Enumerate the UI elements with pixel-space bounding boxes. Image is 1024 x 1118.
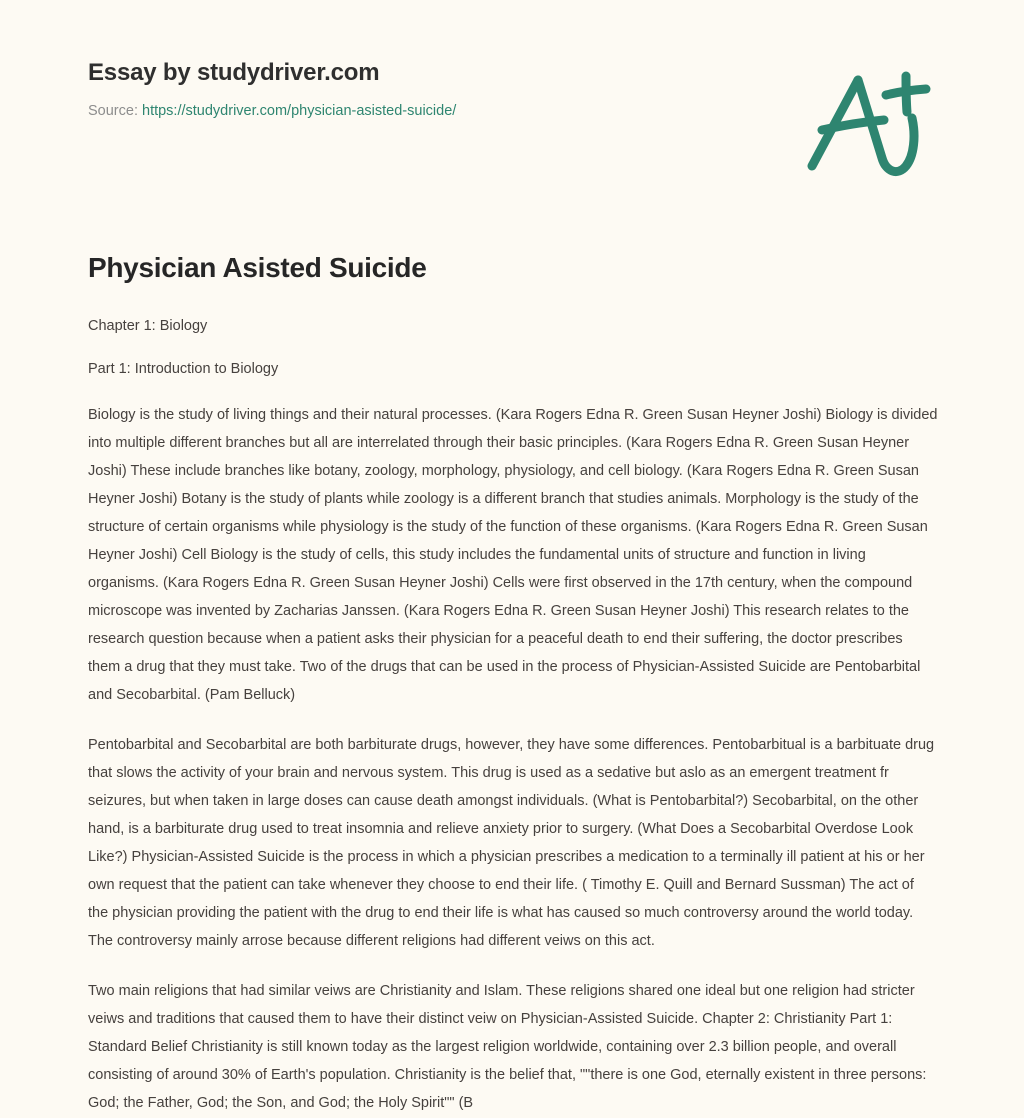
document-body [88, 250, 938, 1118]
document-header [0, 0, 1024, 200]
studydriver-logo [800, 62, 940, 182]
source-label: Source: [88, 103, 142, 120]
body-paragraph: Pentobarbital and Secobarbital are both barbiturate drugs, however, they have some differences. Pentobarbitual is a barbituate drug that slows the activity of your brain and nervous system. This drug is used as a sedative but aslo as an emergent treatment fr seizures, but when taken in large doses can cause death amongst individuals. (What is Pentobarbital?) Secobarbital, on the other hand, is a barbiturate drug used to treat insomnia and relieve anxiety prior to surgery. (What Does a Secobarbital Overdose Look Like?) Physician-Assisted Suicide is the process in which a physician prescribes a medication to a terminally ill patient at his or her own request that the patient can take whenever they choose to end their life. ( Timothy E. Quill and Bernard Sussman) The act of the physician providing the patient with the drug to end their life is what has caused so much controversy around the world today. The controversy mainly arrose because different religions had different veiws on this act. [88, 736, 935, 949]
essay-byline: Essay by studydriver.com [88, 59, 380, 86]
page-title: Physician Asisted Suicide [88, 252, 427, 283]
source-url-link[interactable]: https://studydriver.com/physician-asisted-suicide/ [142, 103, 457, 120]
source-line [88, 103, 728, 120]
body-paragraph: Two main religions that had similar veiws are Christianity and Islam. These religions shared one ideal but one religion had stricter veiws and traditions that caused them to have their distinct veiw on Physician-Assisted Suicide. Chapter 2: Christianity Part 1: Standard Belief Christianity is still known today as the largest religion worldwide, containing over 2.3 billion people, and overall consisting of around 30% of Earth's population. Christianity is the belief that, ""there is one God, eternally existent in three persons: God; the Father, God; the Son, and God; the Holy Spirit"" (B [88, 982, 927, 1111]
a-plus-logo-icon [800, 62, 940, 182]
header-text-block [88, 60, 728, 121]
chapter-line: Chapter 1: Biology [88, 318, 208, 334]
body-paragraph: Biology is the study of living things and their natural processes. (Kara Rogers Edna R. Green Susan Heyner Joshi) Biology is divided into multiple different branches but all are interrelated through their basic principles. (Kara Rogers Edna R. Green Susan Heyner Joshi) These include branches like botany, zoology, morphology, physiology, and cell biology. (Kara Rogers Edna R. Green Susan Heyner Joshi) Botany is the study of plants while zoology is a different branch that studies animals. Morphology is the study of the structure of certain organisms while physiology is the study of the function of these organisms. (Kara Rogers Edna R. Green Susan Heyner Joshi) Cell Biology is the study of cells, this study includes the fundamental units of structure and function in living organisms. (Kara Rogers Edna R. Green Susan Heyner Joshi) Cells were first observed in the 17th century, when the compound microscope was invented by Zacharias Janssen. (Kara Rogers Edna R. Green Susan Heyner Joshi) This research relates to the research question because when a patient asks their physician for a peaceful death to end their suffering, the doctor prescribes them a drug that they must take. Two of the drugs that can be used in the process of Physician-Assisted Suicide are Pentobarbital and Secobarbital. (Pam Belluck) [88, 406, 938, 703]
part-line: Part 1: Introduction to Biology [88, 361, 279, 378]
